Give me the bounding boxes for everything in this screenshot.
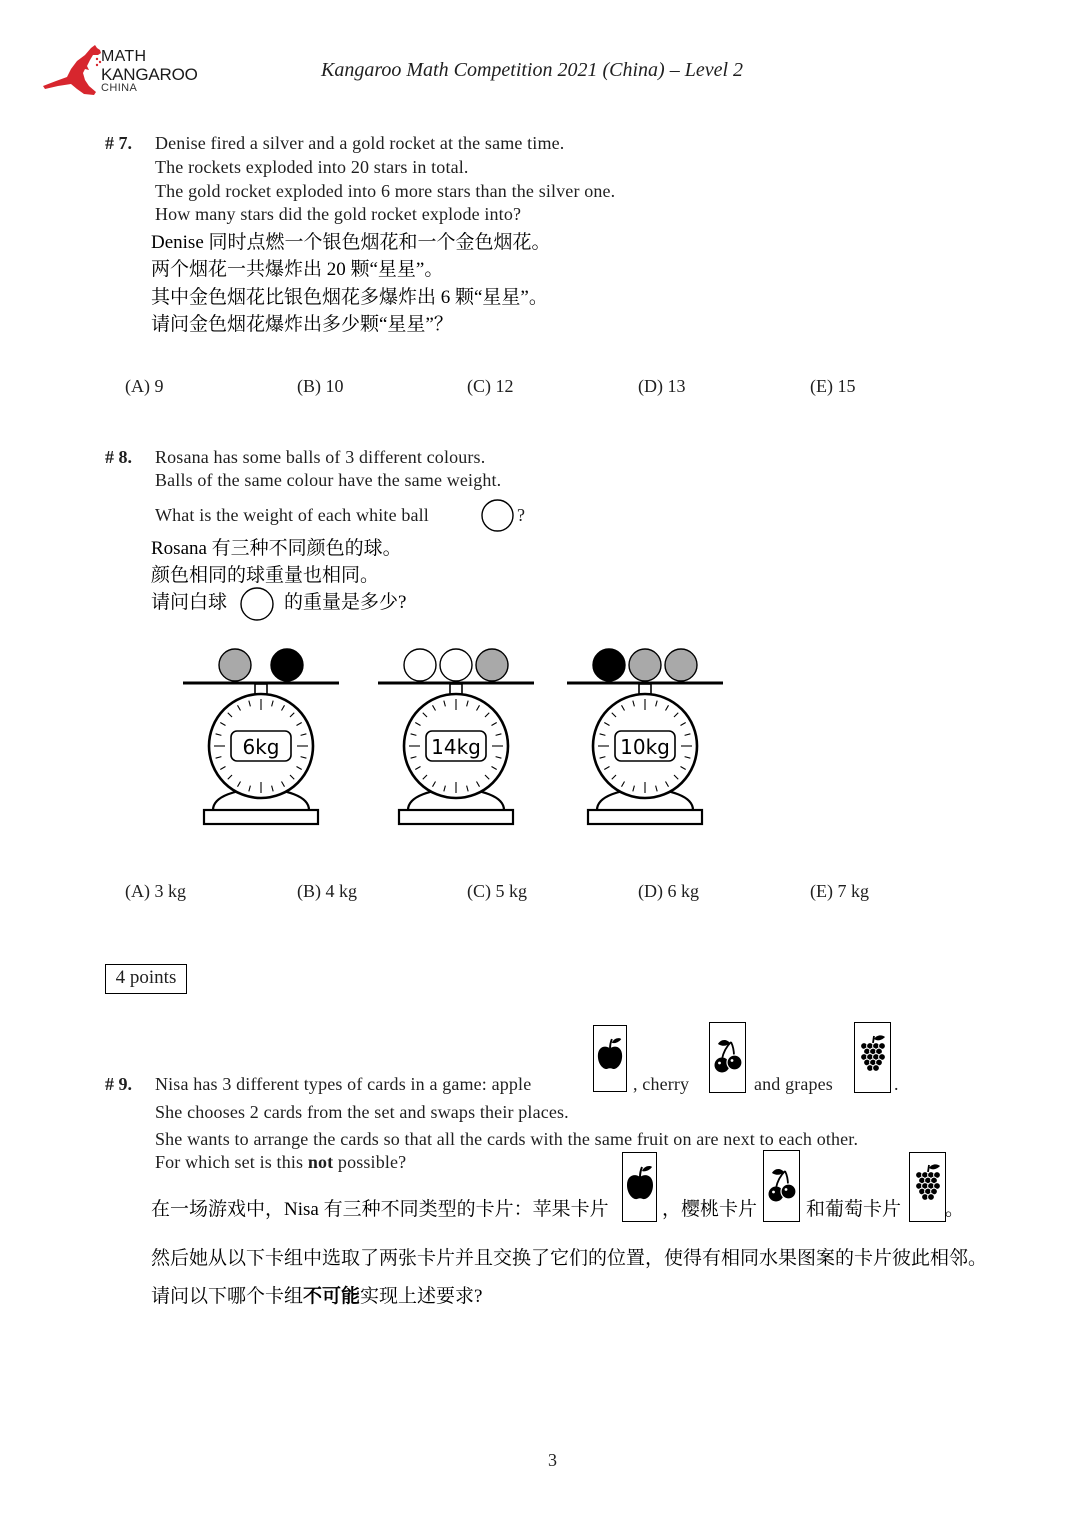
scales-figure bbox=[0, 640, 1080, 840]
prompt-start: For which set is this bbox=[155, 1152, 308, 1172]
weight-label: 14kg bbox=[431, 735, 481, 759]
question-text-line: She wants to arrange the cards so that all the cards with the same fruit on are next to each other. bbox=[155, 1129, 859, 1149]
ball-black bbox=[271, 649, 303, 681]
question-text-line: The gold rocket exploded into 6 more stars than the silver one. bbox=[155, 181, 616, 201]
question-prompt bbox=[155, 1151, 406, 1173]
scale bbox=[378, 649, 534, 824]
answer-option-c: (C) 5 kg bbox=[467, 881, 527, 901]
logo bbox=[43, 45, 103, 102]
scale-base bbox=[399, 810, 513, 824]
question-text-zh-line: 颜色相同的球重量也相同。 bbox=[151, 565, 380, 586]
weight-label: 10kg bbox=[620, 735, 670, 759]
question-number: # 9. bbox=[105, 1074, 132, 1094]
scale bbox=[183, 649, 339, 824]
logo-text-math: MATH bbox=[101, 48, 147, 65]
ball-grey bbox=[665, 649, 697, 681]
scale-base bbox=[588, 810, 702, 824]
question-number: # 7. bbox=[105, 133, 132, 153]
answer-option-d: (D) 6 kg bbox=[638, 881, 699, 901]
grapes-card bbox=[854, 1022, 891, 1093]
question-mark: ? bbox=[517, 505, 526, 525]
answer-option-b: (B) 10 bbox=[297, 376, 344, 396]
grapes-card bbox=[909, 1152, 946, 1222]
question-text-line: The rockets exploded into 20 stars in total. bbox=[155, 157, 469, 177]
grapes-icon bbox=[858, 1034, 888, 1074]
answer-option-a: (A) 3 kg bbox=[125, 881, 186, 901]
question-text-line: Denise fired a silver and a gold rocket at the same time. bbox=[155, 133, 565, 153]
sentence-end: . bbox=[894, 1074, 899, 1094]
question-text-line: She chooses 2 cards from the set and swaps their places. bbox=[155, 1102, 569, 1122]
answer-option-d: (D) 13 bbox=[638, 376, 686, 396]
white-ball-icon bbox=[239, 586, 275, 622]
scale bbox=[567, 649, 723, 824]
logo-text-china: CHINA bbox=[101, 82, 138, 94]
ball-white bbox=[404, 649, 436, 681]
ball-grey bbox=[219, 649, 251, 681]
question-prompt-zh: 请问白球 bbox=[151, 592, 228, 613]
prompt-emphasis: not bbox=[307, 1152, 334, 1172]
answer-option-b: (B) 4 kg bbox=[297, 881, 357, 901]
grapes-word: and grapes bbox=[754, 1074, 833, 1094]
question-number: # 8. bbox=[105, 447, 132, 467]
question-text-zh-line: 请问金色烟花爆炸出多少颗“星星”？ bbox=[151, 314, 453, 335]
question-text-zh-line: 在一场游戏中，Nisa 有三种不同类型的卡片：苹果卡片 bbox=[151, 1199, 609, 1220]
question-text-zh-line: 然后她从以下卡组中选取了两张卡片并且交换了它们的位置，使得有相同水果图案的卡片彼此相邻。 bbox=[151, 1248, 988, 1269]
question-text-line: Rosana has some balls of 3 different colours. bbox=[155, 447, 486, 467]
ball-white bbox=[440, 649, 472, 681]
answer-option-c: (C) 12 bbox=[467, 376, 514, 396]
ball-grey bbox=[629, 649, 661, 681]
apple-icon bbox=[625, 1165, 655, 1201]
page-title: Kangaroo Math Competition 2021 (China) – Level 2 bbox=[321, 59, 744, 81]
question-prompt-zh-end: 的重量是多少? bbox=[284, 592, 407, 613]
cherry-card bbox=[709, 1022, 746, 1093]
prompt-emphasis: 不可能 bbox=[303, 1286, 361, 1307]
cherry-word: , cherry bbox=[633, 1074, 690, 1094]
question-text-line: Balls of the same colour have the same weight. bbox=[155, 470, 502, 490]
weight-label: 6kg bbox=[242, 735, 280, 759]
kangaroo-logo-icon bbox=[43, 45, 103, 97]
cherry-icon bbox=[713, 1038, 743, 1074]
cherry-icon bbox=[767, 1167, 797, 1203]
grapes-word-zh: 和葡萄卡片 bbox=[806, 1199, 902, 1220]
question-text-zh-line: Rosana 有三种不同颜色的球。 bbox=[151, 538, 402, 559]
apple-icon bbox=[596, 1037, 624, 1071]
logo-text-kangaroo: KANGAROO bbox=[101, 65, 198, 84]
ball-black bbox=[593, 649, 625, 681]
ball-grey bbox=[476, 649, 508, 681]
question-prompt: What is the weight of each white ball bbox=[155, 505, 429, 525]
question-text-line: How many stars did the gold rocket explode into? bbox=[155, 204, 522, 224]
prompt-end: 实现上述要求? bbox=[360, 1286, 483, 1307]
prompt-start: 请问以下哪个卡组 bbox=[151, 1286, 304, 1307]
answer-option-a: (A) 9 bbox=[125, 376, 164, 396]
white-ball-icon bbox=[480, 498, 515, 533]
scale-base bbox=[204, 810, 318, 824]
prompt-end: possible? bbox=[333, 1152, 407, 1172]
cherry-word-zh: ，樱桃卡片 bbox=[662, 1199, 758, 1220]
points-label: 4 points bbox=[105, 964, 187, 994]
question-text-zh-line: 两个烟花一共爆炸出 20 颗“星星”。 bbox=[151, 259, 444, 280]
question-prompt-zh bbox=[151, 1285, 482, 1309]
answer-option-e: (E) 7 kg bbox=[810, 881, 869, 901]
apple-card bbox=[593, 1025, 627, 1092]
apple-card bbox=[622, 1152, 657, 1222]
question-text-zh-line: 其中金色烟花比银色烟花多爆炸出 6 颗“星星”。 bbox=[151, 287, 548, 308]
question-text-zh-line: Denise 同时点燃一个银色烟花和一个金色烟花。 bbox=[151, 232, 551, 253]
sentence-end-zh: 。 bbox=[945, 1199, 965, 1220]
grapes-icon bbox=[913, 1163, 943, 1203]
question-text-line: Nisa has 3 different types of cards in a game: apple bbox=[155, 1074, 532, 1094]
cherry-card bbox=[763, 1150, 800, 1222]
page-number: 3 bbox=[548, 1450, 558, 1470]
answer-option-e: (E) 15 bbox=[810, 376, 856, 396]
